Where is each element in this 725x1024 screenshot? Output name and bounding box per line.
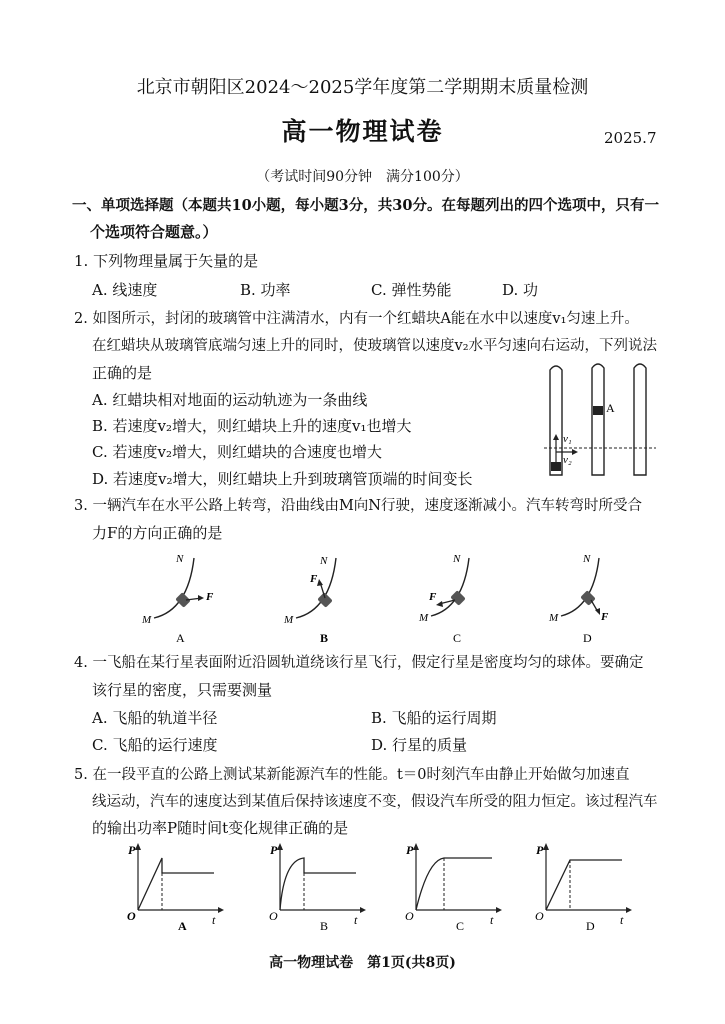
q5-graph-d	[530, 840, 635, 935]
p-curve	[546, 860, 622, 910]
force-arrowhead	[317, 579, 323, 586]
x-axis-arrow	[360, 907, 366, 913]
curve-path	[296, 558, 336, 618]
q4-option-b: B. 飞船的运行周期	[371, 709, 497, 727]
y-axis-label: P	[128, 843, 136, 857]
origin-label: O	[127, 909, 136, 923]
origin-label: O	[405, 909, 414, 923]
graph-label: C	[456, 919, 465, 933]
x-axis-arrow	[218, 907, 224, 913]
label-n: N	[453, 553, 461, 565]
graph-label: D	[586, 919, 595, 933]
page-footer: 高一物理试卷 第1页(共8页)	[269, 955, 456, 971]
v2-label: v₂	[563, 454, 572, 466]
y-axis-label: P	[406, 843, 414, 857]
q1-option-a: A. 线速度	[92, 281, 158, 299]
section-heading-line2: 个选项符合题意。）	[90, 223, 218, 241]
q2-stem-line1: 2. 如图所示，封闭的玻璃管中注满清水，内有一个红蜡块A能在水中以速度v₁匀速上升。	[74, 311, 639, 327]
q5-graph-b	[264, 840, 369, 935]
label-m: M	[419, 612, 429, 624]
force-arrowhead	[436, 601, 443, 607]
q3-figure-c	[415, 550, 505, 645]
curve-path	[431, 558, 469, 616]
label-f: F	[310, 573, 318, 585]
figure-label: B	[320, 631, 329, 645]
force-arrowhead	[198, 595, 204, 601]
q3-stem-line2: 力F的方向正确的是	[92, 524, 223, 542]
q4-stem-line2: 该行星的密度，只需要测量	[92, 681, 273, 699]
wax-block-start	[551, 462, 561, 471]
q4-option-a: A. 飞船的轨道半径	[92, 709, 218, 727]
p-curve	[280, 858, 356, 910]
exam-title: 北京市朝阳区2024～2025学年度第二学期期末质量检测	[136, 77, 589, 98]
label-m: M	[142, 614, 152, 626]
graph-label: B	[320, 919, 329, 933]
label-n: N	[176, 553, 184, 565]
q1-stem: 1. 下列物理量属于矢量的是	[74, 252, 259, 270]
y-axis-arrow	[135, 843, 141, 850]
label-f: F	[206, 591, 214, 603]
y-axis-arrow	[413, 843, 419, 850]
y-axis-arrow	[277, 843, 283, 850]
exam-info: （考试时间90分钟 满分100分）	[256, 169, 469, 185]
label-m: M	[549, 612, 559, 624]
q2-stem-line3: 正确的是	[92, 364, 153, 382]
section-heading-line1: 一、单项选择题（本题共10小题，每小题3分，共30分。在每题列出的四个选项中，只有一	[72, 197, 659, 214]
y-axis-label: P	[536, 843, 544, 857]
curve-path	[154, 558, 194, 618]
q3-figure-a	[140, 550, 230, 645]
v1-label: v₁	[563, 433, 572, 445]
q5-stem-line3: 的输出功率P随时间t变化规律正确的是	[92, 819, 349, 837]
figure-label: D	[583, 631, 592, 645]
label-n: N	[583, 553, 591, 565]
q2-option-c: C. 若速度v₂增大，则红蜡块的合速度也增大	[92, 443, 382, 461]
v1-arrowhead	[553, 434, 559, 440]
q2-tube-figure	[540, 360, 660, 480]
q2-option-d: D. 若速度v₂增大，则红蜡块上升到玻璃管顶端的时间变长	[92, 470, 473, 488]
label-n: N	[320, 555, 328, 567]
wax-block-a	[593, 406, 603, 415]
q1-option-d: D. 功	[502, 281, 539, 299]
q4-option-c: C. 飞船的运行速度	[92, 736, 218, 754]
glass-tube-3	[634, 364, 646, 475]
v2-arrowhead	[572, 449, 578, 455]
q5-stem-line1: 5. 在一段平直的公路上测试某新能源汽车的性能。t＝0时刻汽车由静止开始做匀加速直	[74, 767, 630, 783]
car-icon	[317, 592, 333, 608]
x-axis-label: t	[354, 913, 358, 927]
q3-figure-d	[545, 550, 635, 645]
figure-label: C	[453, 631, 462, 645]
curve-path	[561, 558, 599, 616]
x-axis-arrow	[626, 907, 632, 913]
x-axis-label: t	[620, 913, 624, 927]
figure-label: A	[176, 631, 185, 645]
p-curve	[416, 858, 492, 910]
exam-date: 2025.7	[604, 129, 657, 147]
origin-label: O	[269, 909, 278, 923]
y-axis-arrow	[543, 843, 549, 850]
x-axis-arrow	[496, 907, 502, 913]
q5-stem-line2: 线运动，汽车的速度达到某值后保持该速度不变，假设汽车所受的阻力恒定。该过程汽车	[92, 794, 658, 810]
glass-tube-2	[592, 364, 604, 475]
x-axis-label: t	[490, 913, 494, 927]
label-f: F	[429, 591, 437, 603]
q1-option-b: B. 功率	[240, 281, 291, 299]
subject-title: 高一物理试卷	[281, 117, 444, 146]
q2-option-a: A. 红蜡块相对地面的运动轨迹为一条曲线	[92, 391, 368, 409]
q3-figure-b	[282, 550, 372, 645]
q3-stem-line1: 3. 一辆汽车在水平公路上转弯，沿曲线由M向N行驶，速度逐渐减小。汽车转弯时所受合	[74, 498, 642, 514]
origin-label: O	[535, 909, 544, 923]
q5-graph-a	[122, 840, 227, 935]
x-axis-label: t	[212, 913, 216, 927]
y-axis-label: P	[270, 843, 278, 857]
graph-label: A	[178, 919, 187, 933]
label-f: F	[601, 611, 609, 623]
block-label: A	[606, 401, 615, 415]
label-m: M	[284, 614, 294, 626]
q2-stem-line2: 在红蜡块从玻璃管底端匀速上升的同时，使玻璃管以速度v₂水平匀速向右运动，下列说法	[92, 338, 658, 354]
q5-graph-c	[400, 840, 505, 935]
q1-option-c: C. 弹性势能	[371, 281, 452, 299]
q2-option-b: B. 若速度v₂增大，则红蜡块上升的速度v₁也增大	[92, 417, 412, 435]
q4-option-d: D. 行星的质量	[371, 736, 468, 754]
p-curve	[138, 858, 214, 910]
q4-stem-line1: 4. 一飞船在某行星表面附近沿圆轨道绕该行星飞行，假定行星是密度均匀的球体。要确定	[74, 655, 644, 671]
